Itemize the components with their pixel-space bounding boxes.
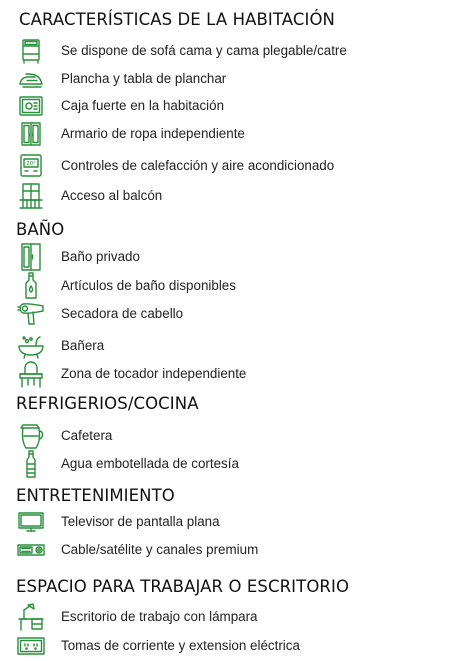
list-item-label: Baño privado [61, 249, 140, 264]
section-heading-refreshments-kitchen: REFRIGERIOS/COCINA [16, 394, 199, 413]
list-item [16, 64, 436, 94]
list-item [16, 299, 436, 329]
cable-box-icon [16, 535, 46, 565]
safe-icon [16, 91, 46, 121]
section-heading-room-features: CARACTERÍSTICAS DE LA HABITACIÓN [19, 10, 335, 29]
section-heading-bathroom: BAÑO [16, 220, 65, 239]
list-item-label: Armario de ropa independiente [61, 126, 245, 141]
hair-dryer-icon [16, 299, 46, 329]
list-item-label: Cable/satélite y canales premium [61, 542, 259, 557]
list-item-label: Controles de calefacción y aire acondicionado [61, 158, 335, 173]
iron-icon [16, 64, 46, 94]
list-item [16, 91, 436, 121]
list-item-label: Artículos de baño disponibles [61, 278, 236, 293]
water-bottle-icon [16, 449, 46, 479]
section-heading-entertainment: ENTRETENIMIENTO [16, 486, 175, 505]
list-item [16, 449, 436, 479]
list-item-label: Cafetera [61, 428, 113, 443]
list-item [16, 36, 436, 66]
desk-lamp-icon [16, 602, 46, 632]
list-item-label: Escritorio de trabajo con lámpara [61, 609, 258, 624]
flat-tv-icon [16, 507, 46, 537]
thermostat-icon-readout: 20° [26, 161, 36, 168]
vanity-mirror-icon [16, 359, 46, 389]
power-outlet-icon [16, 631, 46, 661]
list-item [16, 119, 436, 149]
balcony-icon [16, 181, 46, 211]
list-item-label: Tomas de corriente y extension eléctrica [61, 638, 300, 653]
list-item-label: Zona de tocador independiente [61, 366, 247, 381]
list-item [16, 181, 436, 211]
list-item [16, 507, 436, 537]
list-item-label: Bañera [61, 338, 105, 353]
list-item-label: Plancha y tabla de planchar [61, 71, 227, 86]
list-item-label: Caja fuerte en la habitación [61, 98, 225, 113]
toiletries-bottle-icon [16, 271, 46, 301]
list-item [16, 631, 436, 661]
list-item [16, 359, 436, 389]
coffee-pot-icon [16, 421, 46, 451]
list-item [16, 271, 436, 301]
thermostat-icon [16, 151, 46, 181]
list-item [16, 151, 436, 181]
list-item-label: Agua embotellada de cortesía [61, 456, 239, 471]
bathroom-door-icon [16, 242, 46, 272]
section-heading-work-space: ESPACIO PARA TRABAJAR O ESCRITORIO [16, 577, 350, 596]
list-item-label: Acceso al balcón [61, 188, 163, 203]
list-item [16, 331, 436, 361]
list-item-label: Secadora de cabello [61, 306, 184, 321]
bathtub-icon [16, 331, 46, 361]
sofa-bed-icon [16, 36, 46, 66]
list-item [16, 421, 436, 451]
list-item-label: Televisor de pantalla plana [61, 514, 220, 529]
list-item [16, 242, 436, 272]
list-item [16, 535, 436, 565]
wardrobe-icon [16, 119, 46, 149]
list-item [16, 602, 436, 632]
list-item-label: Se dispone de sofá cama y cama plegable/catre [61, 43, 347, 58]
